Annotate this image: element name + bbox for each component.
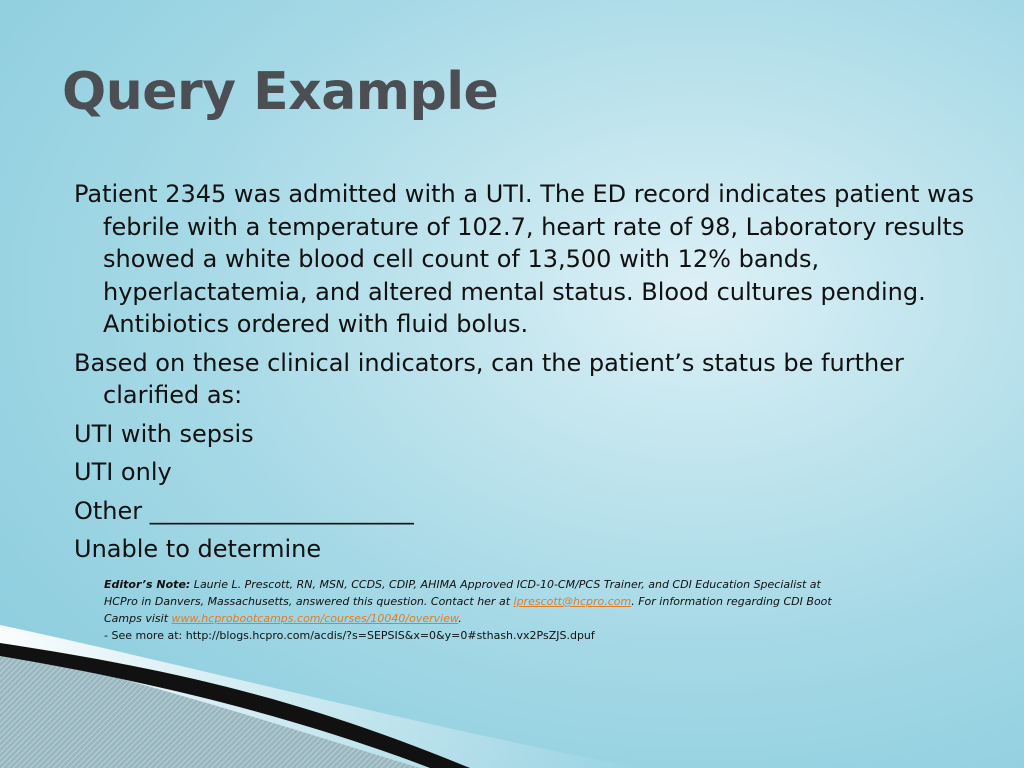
email-link[interactable]: lprescott@hcpro.com	[513, 595, 632, 608]
option-uti-with-sepsis: UTI with sepsis	[74, 419, 254, 448]
editors-note-text-2: . For information regarding CDI Boot Camps visit	[104, 595, 832, 625]
option-other: Other ______________________	[74, 496, 414, 525]
bootcamp-link[interactable]: www.hcprobootcamps.com/courses/10040/overview	[171, 612, 459, 625]
slide-body	[74, 178, 974, 572]
editors-note-label: Editor’s Note:	[104, 578, 191, 591]
option-unable-to-determine: Unable to determine	[74, 535, 322, 563]
query-question: Based on these clinical indicators, can the patient’s status be further clarified as:	[74, 348, 904, 409]
case-paragraph: Patient 2345 was admitted with a UTI. The ED record indicates patient was febrile with a temperature of 102.7, heart rate of 98, Laboratory results showed a white blood cell count of 13,500 with 12% bands, hyperlactatemia, and altered mental status. Blood cultures pending. Antibiotics ordered with fluid bolus.	[74, 180, 974, 338]
editors-note	[104, 576, 834, 644]
see-more-line: - See more at: http://blogs.hcpro.com/acdis/?s=SEPSIS&x=0&y=0#sthash.vx2PsZJS.dpuf	[104, 629, 595, 642]
editors-note-text: Laurie L. Prescott, RN, MSN, CCDS, CDIP, AHIMA Approved ICD-10-CM/PCS Trainer, and CDI Education Specialist at HCPro in Danvers, Massachusetts, answered this question. Contact her at	[104, 578, 821, 608]
editors-note-text-3: .	[458, 612, 462, 625]
slide-title: Query Example	[62, 62, 499, 122]
option-uti-only: UTI only	[74, 458, 172, 486]
